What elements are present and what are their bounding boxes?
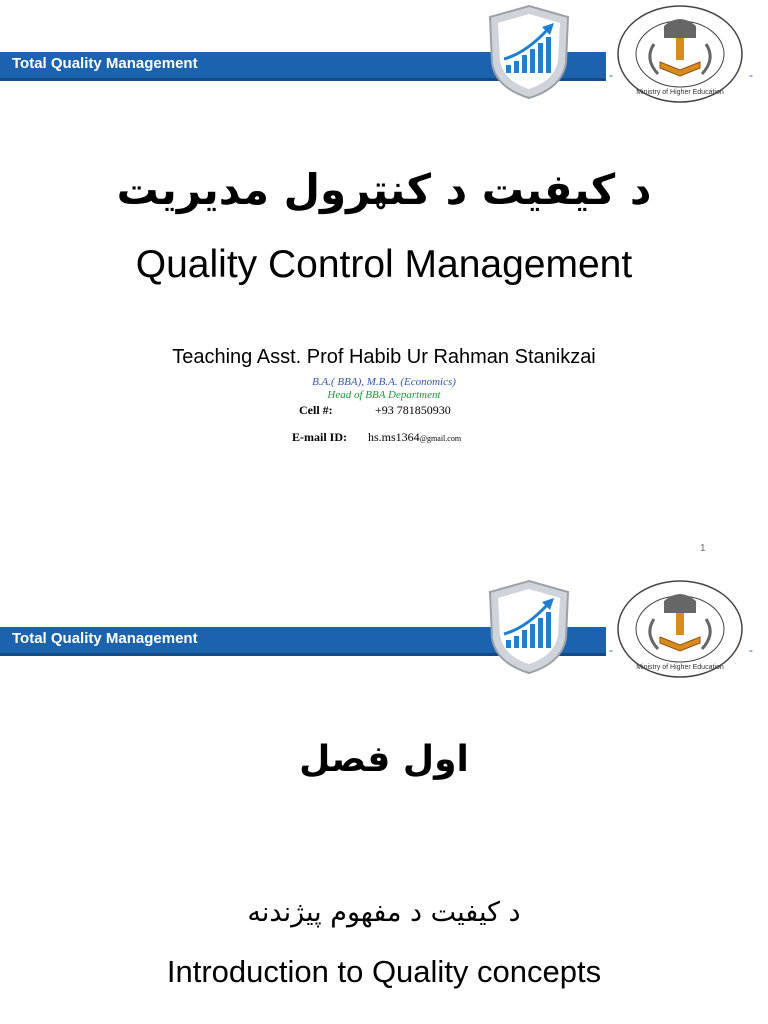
cell-label: Cell #:: [299, 403, 333, 417]
header-title: Total Quality Management: [12, 55, 198, 72]
email-value[interactable]: [368, 430, 461, 446]
header-dash-right: -: [749, 643, 753, 657]
header-dash: -: [609, 68, 613, 82]
growth-chart-shield-icon: [484, 3, 574, 101]
header-title: Total Quality Management: [12, 630, 198, 647]
email-domain: @gmail.com: [419, 434, 462, 443]
chapter-title: اول فصل: [299, 739, 469, 780]
header-dash-right: -: [749, 68, 753, 82]
header-dash: -: [609, 643, 613, 657]
subtitle-pashto: د کیفیت د مفهوم پیژندنه: [247, 897, 521, 928]
department: Head of BBA Department: [327, 389, 441, 401]
slide-2: [0, 575, 768, 1024]
page-number: 1: [700, 543, 706, 554]
title-english: Quality Control Management: [135, 243, 633, 286]
subtitle-english: Introduction to Quality concepts: [166, 954, 602, 989]
svg-text:Ministry of Higher Education: Ministry of Higher Education: [636, 89, 724, 96]
ministry-seal-icon: [614, 4, 746, 104]
growth-chart-shield-icon: [484, 578, 574, 676]
cell-value: +93 781850930: [375, 403, 451, 417]
svg-text:Ministry of Higher Education: Ministry of Higher Education: [636, 664, 724, 671]
title-pashto: د کیفیت د کنټرول مدیریت: [116, 165, 652, 214]
email-user: hs.ms1364: [368, 430, 420, 444]
ministry-seal-icon: [614, 579, 746, 679]
degrees: B.A.( BBA), M.B.A. (Economics): [312, 376, 456, 388]
email-label: E-mail ID:: [292, 430, 347, 444]
author-name: Teaching Asst. Prof Habib Ur Rahman Stanikzai: [172, 346, 596, 368]
